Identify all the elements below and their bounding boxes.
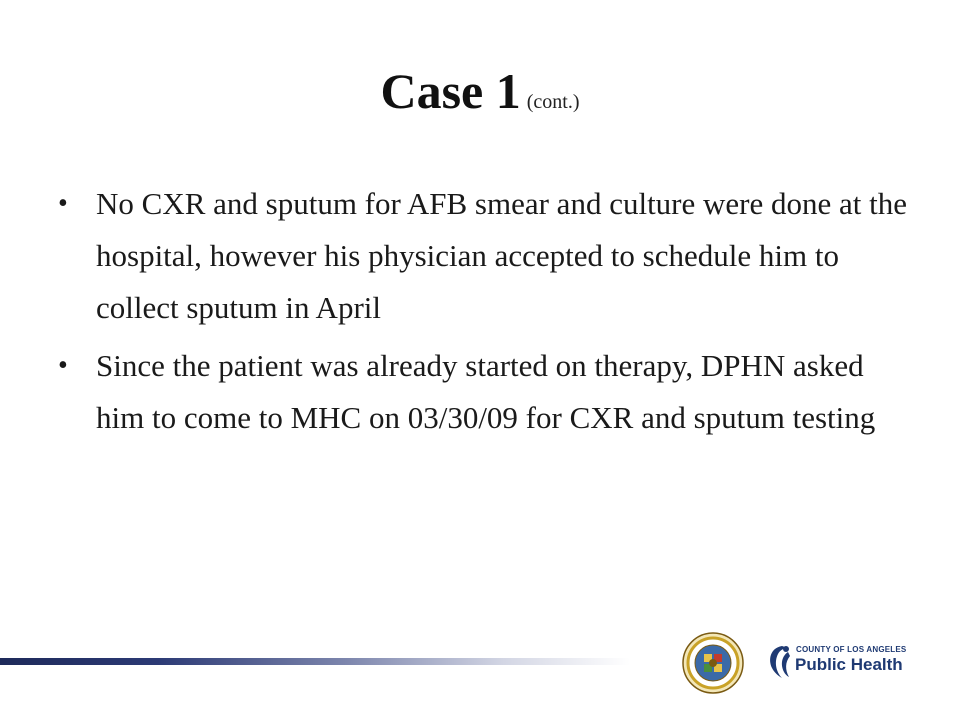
public-health-logo (762, 642, 907, 682)
slide-title (0, 62, 960, 120)
bullet-text: No CXR and sputum for AFB smear and culture were done at the hospital, however his physician accepted to schedule him to collect sputum in April (96, 186, 907, 325)
bullet-item (58, 340, 908, 444)
logo-county-text: COUNTY OF LOS ANGELES (796, 645, 907, 654)
slide-title-suffix: (cont.) (526, 91, 580, 113)
logo-public-health-text: Public Health (795, 655, 903, 674)
bullet-list (58, 178, 908, 450)
slide-title-main: Case 1 (380, 63, 521, 119)
county-seal-icon (682, 632, 744, 694)
footer-divider (0, 658, 630, 665)
bullet-icon: • (58, 188, 68, 219)
public-health-mark-icon (762, 642, 794, 682)
bullet-item (58, 178, 908, 334)
bullet-icon: • (58, 350, 68, 381)
bullet-text: Since the patient was already started on therapy, DPHN asked him to come to MHC on 03/30/09 for CXR and sputum testing (96, 348, 876, 435)
